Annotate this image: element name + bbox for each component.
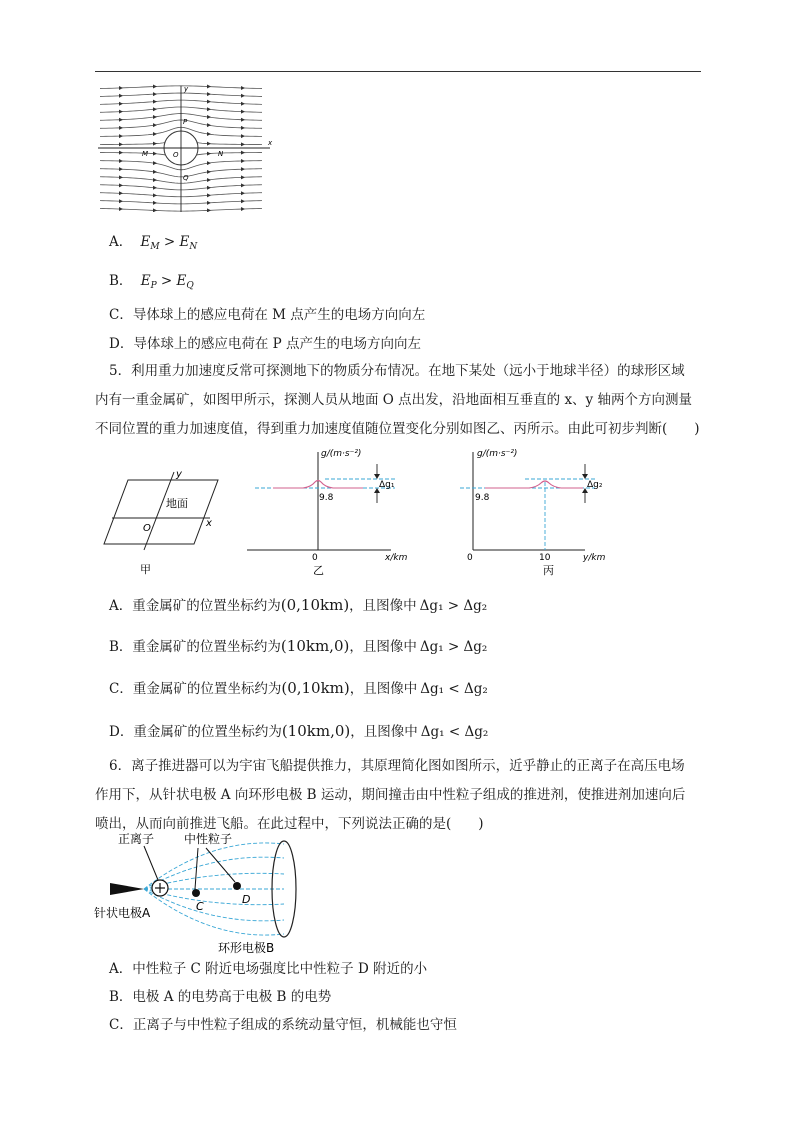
- q4-option-C: C．导体球上的感应电荷在 M 点产生的电场方向向左: [109, 307, 426, 323]
- yi-zero-label: 0: [312, 553, 318, 563]
- field-arrow: [119, 151, 123, 155]
- jia-caption: 甲: [140, 563, 151, 576]
- field-arrow: [207, 142, 211, 146]
- field-arrow: [241, 142, 245, 146]
- field-arrow: [119, 175, 123, 179]
- q4-option-A: A． $E_M > E_N$: [109, 234, 198, 252]
- jia-ground-label: 地面: [166, 497, 188, 510]
- field-arrow: [119, 86, 123, 90]
- needle-electrode: [110, 883, 144, 895]
- field-arrow: [241, 199, 245, 203]
- pointer-neutral-D: [206, 848, 235, 882]
- field-arrow: [153, 208, 157, 212]
- field-arrow: [207, 152, 211, 156]
- bing-xlabel: y/km: [583, 553, 606, 563]
- ground-plane: [104, 480, 218, 544]
- label-needle-electrode: 针状电极A: [94, 906, 151, 920]
- label-C: C: [196, 900, 204, 913]
- yi-delta-arrowhead-top: [374, 474, 380, 479]
- q5-stem: [95, 357, 707, 444]
- field-arrow: [241, 118, 245, 122]
- field-arrow: [153, 161, 157, 165]
- header-rule: [95, 71, 701, 72]
- field-arrow: [119, 167, 123, 171]
- figure-yi: [245, 446, 415, 578]
- field-arrow: [207, 161, 211, 165]
- field-arrow: [119, 183, 123, 187]
- field-arrow: [241, 110, 245, 114]
- axis-x-label: x: [268, 139, 273, 147]
- field-arrow: [119, 102, 123, 106]
- field-arrow: [153, 92, 157, 96]
- yi-delta-label: Δg₁: [379, 480, 395, 490]
- bing-caption: 丙: [543, 564, 554, 577]
- field-arrow: [119, 94, 123, 98]
- field-arrow: [241, 151, 245, 155]
- bing-delta-arrowhead-top: [582, 474, 588, 479]
- neutral-particle-D: [233, 882, 241, 890]
- q5-option-B: B．重金属矿的位置坐标约为(10km,0)，且图像中 Δg₁ > Δg₂: [109, 637, 488, 655]
- field-arrow: [241, 175, 245, 179]
- jia-origin-label: O: [143, 523, 151, 534]
- yi-xlabel: x/km: [385, 553, 408, 563]
- label-Q: Q: [183, 174, 189, 182]
- q4-option-B: B． $E_P > E_Q$: [109, 273, 194, 291]
- q5-stem-line-2: 内有一重金属矿，如图甲所示，探测人员从地面 O 点出发，沿地面相互垂直的 x、y 轴两个方向测量: [95, 392, 692, 408]
- q5-option-A: A．重金属矿的位置坐标约为(0,10km)，且图像中 Δg₁ > Δg₂: [109, 596, 488, 614]
- field-arrow: [153, 85, 157, 89]
- field-arrow: [119, 134, 123, 138]
- label-positive-ion: 正离子: [118, 832, 155, 846]
- field-arrow: [153, 142, 157, 146]
- field-arrow: [241, 167, 245, 171]
- field-arrow: [153, 115, 157, 119]
- jia-y-label: y: [176, 470, 182, 480]
- label-ring-electrode: 环形电极B: [218, 941, 275, 955]
- field-arrow: [241, 207, 245, 211]
- yi-caption: 乙: [313, 564, 324, 577]
- field-arrow: [241, 102, 245, 106]
- field-arrow: [241, 134, 245, 138]
- field-arrow: [153, 170, 157, 174]
- jia-x-label: x: [206, 518, 212, 529]
- ion-thruster-figure: [92, 830, 312, 956]
- label-neutral-particle: 中性粒子: [184, 832, 233, 846]
- field-arrow: [207, 170, 211, 174]
- field-arrow: [119, 207, 123, 211]
- label-D: D: [242, 893, 251, 906]
- field-arrow: [241, 126, 245, 130]
- q6-option-A: A．中性粒子 C 附近电场强度比中性粒子 D 附近的小: [109, 961, 428, 977]
- bing-peak-x-label: 10: [539, 553, 551, 563]
- q6-stem-line-2: 作用下，从针状电极 A 向环形电极 B 运动，期间撞击由中性粒子组成的推进剂，使推进剂加速向后: [95, 787, 686, 803]
- figure-jia: [100, 470, 225, 578]
- field-arrow: [119, 110, 123, 114]
- q5-stem-line-1: 5．利用重力加速度反常可探测地下的物质分布情况。在地下某处（远小于地球半径）的球形区域: [109, 363, 685, 379]
- field-arrow: [119, 118, 123, 122]
- bing-g-curve: [485, 481, 583, 488]
- field-arrow: [207, 178, 211, 182]
- field-arrow: [119, 126, 123, 130]
- field-arrow: [153, 201, 157, 205]
- field-arrow: [153, 178, 157, 182]
- field-arrow: [119, 191, 123, 195]
- field-arrow: [207, 92, 211, 96]
- field-arrow: [207, 100, 211, 104]
- jia-y-axis: [144, 472, 174, 550]
- bing-baseline-label: 9.8: [475, 493, 490, 503]
- label-P: P: [183, 118, 188, 126]
- label-N: N: [218, 150, 224, 158]
- q6-stem-line-3: 喷出，从而向前推进飞船。在此过程中，下列说法正确的是( ): [95, 816, 484, 832]
- field-arrow: [207, 132, 211, 136]
- field-arrow: [241, 86, 245, 90]
- field-arrow: [207, 186, 211, 190]
- yi-ylabel: g/(m·s⁻²): [321, 449, 362, 459]
- bing-ylabel: g/(m·s⁻²): [477, 449, 518, 459]
- field-arrow: [207, 85, 211, 89]
- field-arrow: [207, 208, 211, 212]
- field-arrow: [207, 193, 211, 197]
- q6-stem: [95, 752, 707, 839]
- field-arrow: [207, 123, 211, 127]
- neutral-particle-C: [192, 889, 200, 897]
- figure-bing: [455, 446, 615, 578]
- q5-option-D: D．重金属矿的位置坐标约为(10km,0)，且图像中 Δg₁ < Δg₂: [109, 722, 489, 740]
- field-arrow: [241, 183, 245, 187]
- pointer-positive-ion: [144, 846, 158, 880]
- field-arrow: [153, 132, 157, 136]
- field-arrow: [119, 159, 123, 163]
- axis-y-label: y: [184, 85, 189, 93]
- field-arrow: [153, 186, 157, 190]
- fan-line: [144, 889, 284, 935]
- q4-option-D: D．导体球上的感应电荷在 P 点产生的电场方向向左: [109, 336, 421, 352]
- pointer-neutral-C: [195, 848, 198, 889]
- q5-option-C: C．重金属矿的位置坐标约为(0,10km)，且图像中 Δg₁ < Δg₂: [109, 679, 488, 697]
- field-arrow: [207, 115, 211, 119]
- field-arrow: [153, 107, 157, 111]
- field-arrow: [207, 107, 211, 111]
- field-arrow: [119, 199, 123, 203]
- field-arrow: [241, 191, 245, 195]
- q6-option-B: B．电极 A 的电势高于电极 B 的电势: [109, 989, 332, 1005]
- q6-stem-line-1: 6．离子推进器可以为宇宙飞船提供推力，其原理简化图如图所示，近乎静止的正离子在高压电场: [109, 758, 685, 774]
- field-arrow: [153, 123, 157, 127]
- label-M: M: [142, 150, 149, 158]
- field-arrow: [153, 100, 157, 104]
- bing-zero-label: 0: [467, 553, 473, 563]
- field-lines-figure: [98, 84, 276, 212]
- field-arrow: [241, 94, 245, 98]
- label-O: O: [173, 151, 179, 159]
- field-arrow: [153, 193, 157, 197]
- field-arrow: [119, 142, 123, 146]
- field-arrow: [153, 152, 157, 156]
- bing-delta-label: Δg₂: [587, 480, 603, 490]
- q5-stem-line-3: 不同位置的重力加速度值，得到重力加速度值随位置变化分别如图乙、丙所示。由此可初步判断( ): [95, 421, 700, 437]
- yi-baseline-label: 9.8: [319, 493, 334, 503]
- q6-option-C: C．正离子与中性粒子组成的系统动量守恒，机械能也守恒: [109, 1017, 457, 1033]
- field-arrow: [241, 159, 245, 163]
- field-arrow: [207, 201, 211, 205]
